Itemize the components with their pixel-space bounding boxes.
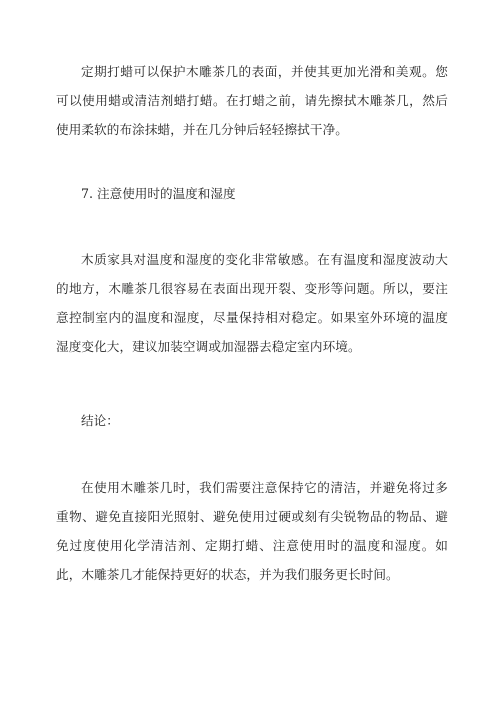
waxing-paragraph: 定期打蜡可以保护木雕茶几的表面，并使其更加光滑和美观。您可以使用蜡或清洁剂蜡打蜡。在打蜡之前，请先擦拭木雕茶几，然后使用柔软的布涂抹蜡，并在几分钟后轻轻擦拭干净。 xyxy=(56,64,448,137)
conclusion-paragraph: 在使用木雕茶几时，我们需要注意保持它的清洁，并避免将过多重物、避免直接阳光照射、避免使用过硬或刻有尖锐物品的物品、避免过度使用化学清洁剂、定期打蜡、注意使用时的温度和湿度。如此，木雕茶几才能保持更好的状态，并为我们服务更长时间。 xyxy=(56,480,448,582)
section-7-heading: 7. 注意使用时的温度和湿度 xyxy=(81,186,236,201)
conclusion-heading: 结论： xyxy=(81,413,119,428)
temperature-humidity-paragraph: 木质家具对温度和湿度的变化非常敏感。在有温度和湿度波动大的地方，木雕茶几很容易在表面出现开裂、变形等问题。所以，要注意控制室内的温度和湿度，尽量保持相对稳定。如果室外环境的温度湿度变化大，建议加装空调或加湿器去稳定室内环境。 xyxy=(56,252,448,354)
